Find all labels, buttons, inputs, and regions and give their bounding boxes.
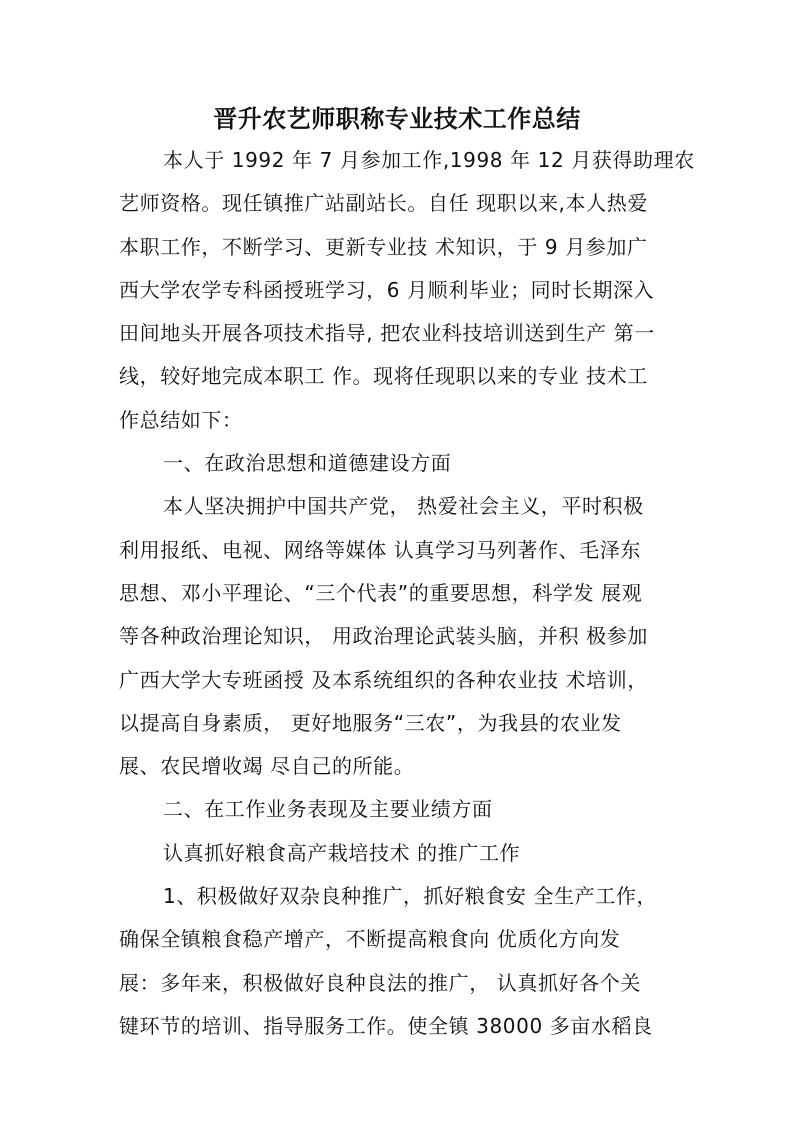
text-line: 西大学农学专科函授班学习，6 月顺利毕业；同时长期深入 [119,277,655,302]
text-line: 艺师资格。现任镇推广站副站长。自任 现职以来,本人热爱 [119,191,648,216]
document-title: 晋升农艺师职称专业技术工作总结 [213,104,581,133]
document-body [119,139,695,1048]
section-heading: 二、在工作业务表现及主要业绩方面 [163,797,493,822]
text-line: 田间地头开展各项技术指导, 把农业科技培训送到生产 第一 [119,321,655,346]
text-line: 本人坚决拥护中国共产党， 热爱社会主义，平时积极 [163,494,644,519]
text-line: 以提高自身素质， 更好地服务“三农”，为我县的农业发 [119,710,622,735]
text-line: 1、积极做好双杂良种推广，抓好粮食安 全生产工作， [163,884,658,909]
text-line: 思想、邓小平理论、“三个代表”的重要思想，科学发 展观 [119,580,643,605]
text-line: 本职工作，不断学习、更新专业技 术知识，于 9 月参加广 [119,234,648,259]
text-line: 等各种政治理论知识， 用政治理论武装头脑，并积 极参加 [119,624,648,649]
text-line: 键环节的培训、指导服务工作。使全镇 38000 多亩水稻良 [119,1013,653,1038]
text-line: 展：多年来，积极做好良种良法的推广， 认真抓好各个关 [119,970,641,995]
text-line: 广西大学大专班函授 及本系统组织的各种农业技 术培训， [119,667,648,692]
section-heading: 一、在政治思想和道德建设方面 [163,451,452,476]
text-line: 作总结如下： [119,407,243,432]
text-line: 线，较好地完成本职工 作。现将任现职以来的专业 技术工 [119,364,648,389]
text-line: 展、农民增收竭 尽自己的所能。 [119,754,415,779]
subsection-heading: 认真抓好粮食高产栽培技术 的推广工作 [163,840,521,865]
text-line: 利用报纸、电视、网络等媒体 认真学习马列著作、毛泽东 [119,537,641,562]
text-line: 确保全镇粮食稳产增产，不断提高粮食向 优质化方向发 [119,927,621,952]
text-line: 本人于 1992 年 7 月参加工作,1998 年 12 月获得助理农 [163,148,695,172]
